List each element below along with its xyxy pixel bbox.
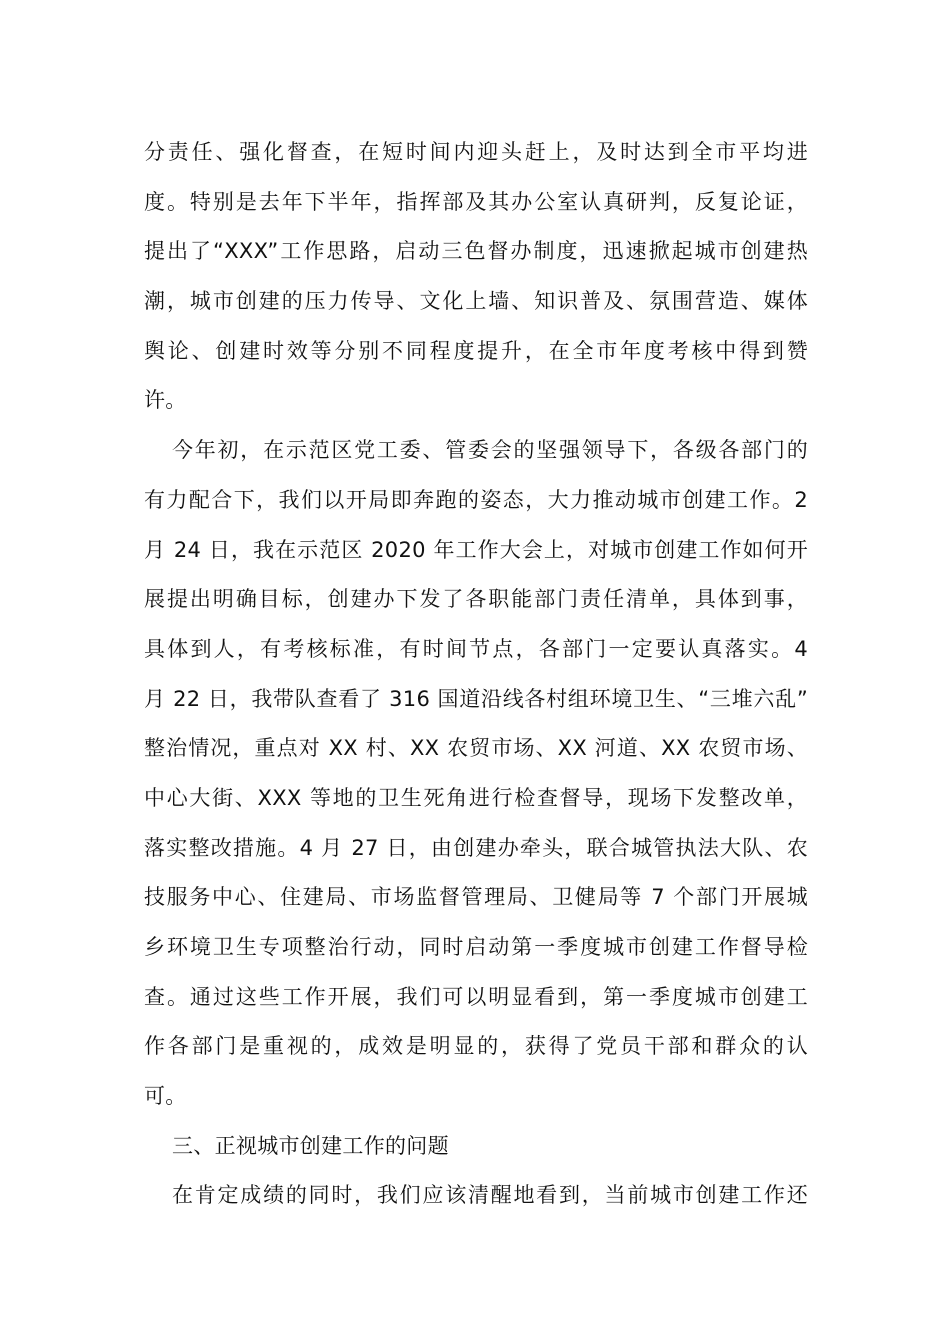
text-line: 分责任、强化督查，在短时间内迎头赶上，及时达到全市平均进 [144,140,808,164]
body-text [144,128,808,1221]
text-line: 技服务中心、住建局、市场监督管理局、卫健局等 7 个部门开展城 [144,885,808,910]
text-line: 查。通过这些工作开展，我们可以明显看到，第一季度城市创建工 [144,984,808,1009]
text-line: 可。 [144,1084,187,1109]
text-line: 中心大街、XXX 等地的卫生死角进行检查督导，现场下发整改单， [144,785,808,810]
text-line: 整治情况，重点对 XX 村、XX 农贸市场、XX 河道、XX 农贸市场、 [144,736,808,761]
text-line: 作各部门是重视的，成效是明显的，获得了党员干部和群众的认 [144,1034,808,1059]
text-line: 潮，城市创建的压力传导、文化上墙、知识普及、氛围营造、媒体 [144,289,808,314]
text-line: 有力配合下，我们以开局即奔跑的姿态，大力推动城市创建工作。2 [144,487,808,512]
text-line: 展提出明确目标，创建办下发了各职能部门责任清单，具体到事， [144,587,808,612]
text-line: 具体到人，有考核标准，有时间节点，各部门一定要认真落实。4 [144,636,808,661]
text-line: 许。 [144,388,187,413]
text-line: 月 22 日，我带队查看了 316 国道沿线各村组环境卫生、“三堆六乱” [144,686,808,711]
section-heading: 三、正视城市创建工作的问题 [172,1133,449,1158]
paragraph-first-line: 在肯定成绩的同时，我们应该清醒地看到，当前城市创建工作还 [172,1183,808,1208]
text-line: 落实整改措施。4 月 27 日，由创建办牵头，联合城管执法大队、农 [144,835,808,860]
text-line: 提出了“XXX”工作思路，启动三色督办制度，迅速掀起城市创建热 [144,239,808,264]
text-line: 乡环境卫生专项整治行动，同时启动第一季度城市创建工作督导检 [144,935,808,959]
text-line: 舆论、创建时效等分别不同程度提升，在全市年度考核中得到赞 [144,338,808,363]
text-line: 月 24 日，我在示范区 2020 年工作大会上，对城市创建工作如何开 [144,537,808,562]
paragraph-first-line: 今年初，在示范区党工委、管委会的坚强领导下，各级各部门的 [172,438,808,463]
text-line: 度。特别是去年下半年，指挥部及其办公室认真研判，反复论证， [144,189,808,214]
